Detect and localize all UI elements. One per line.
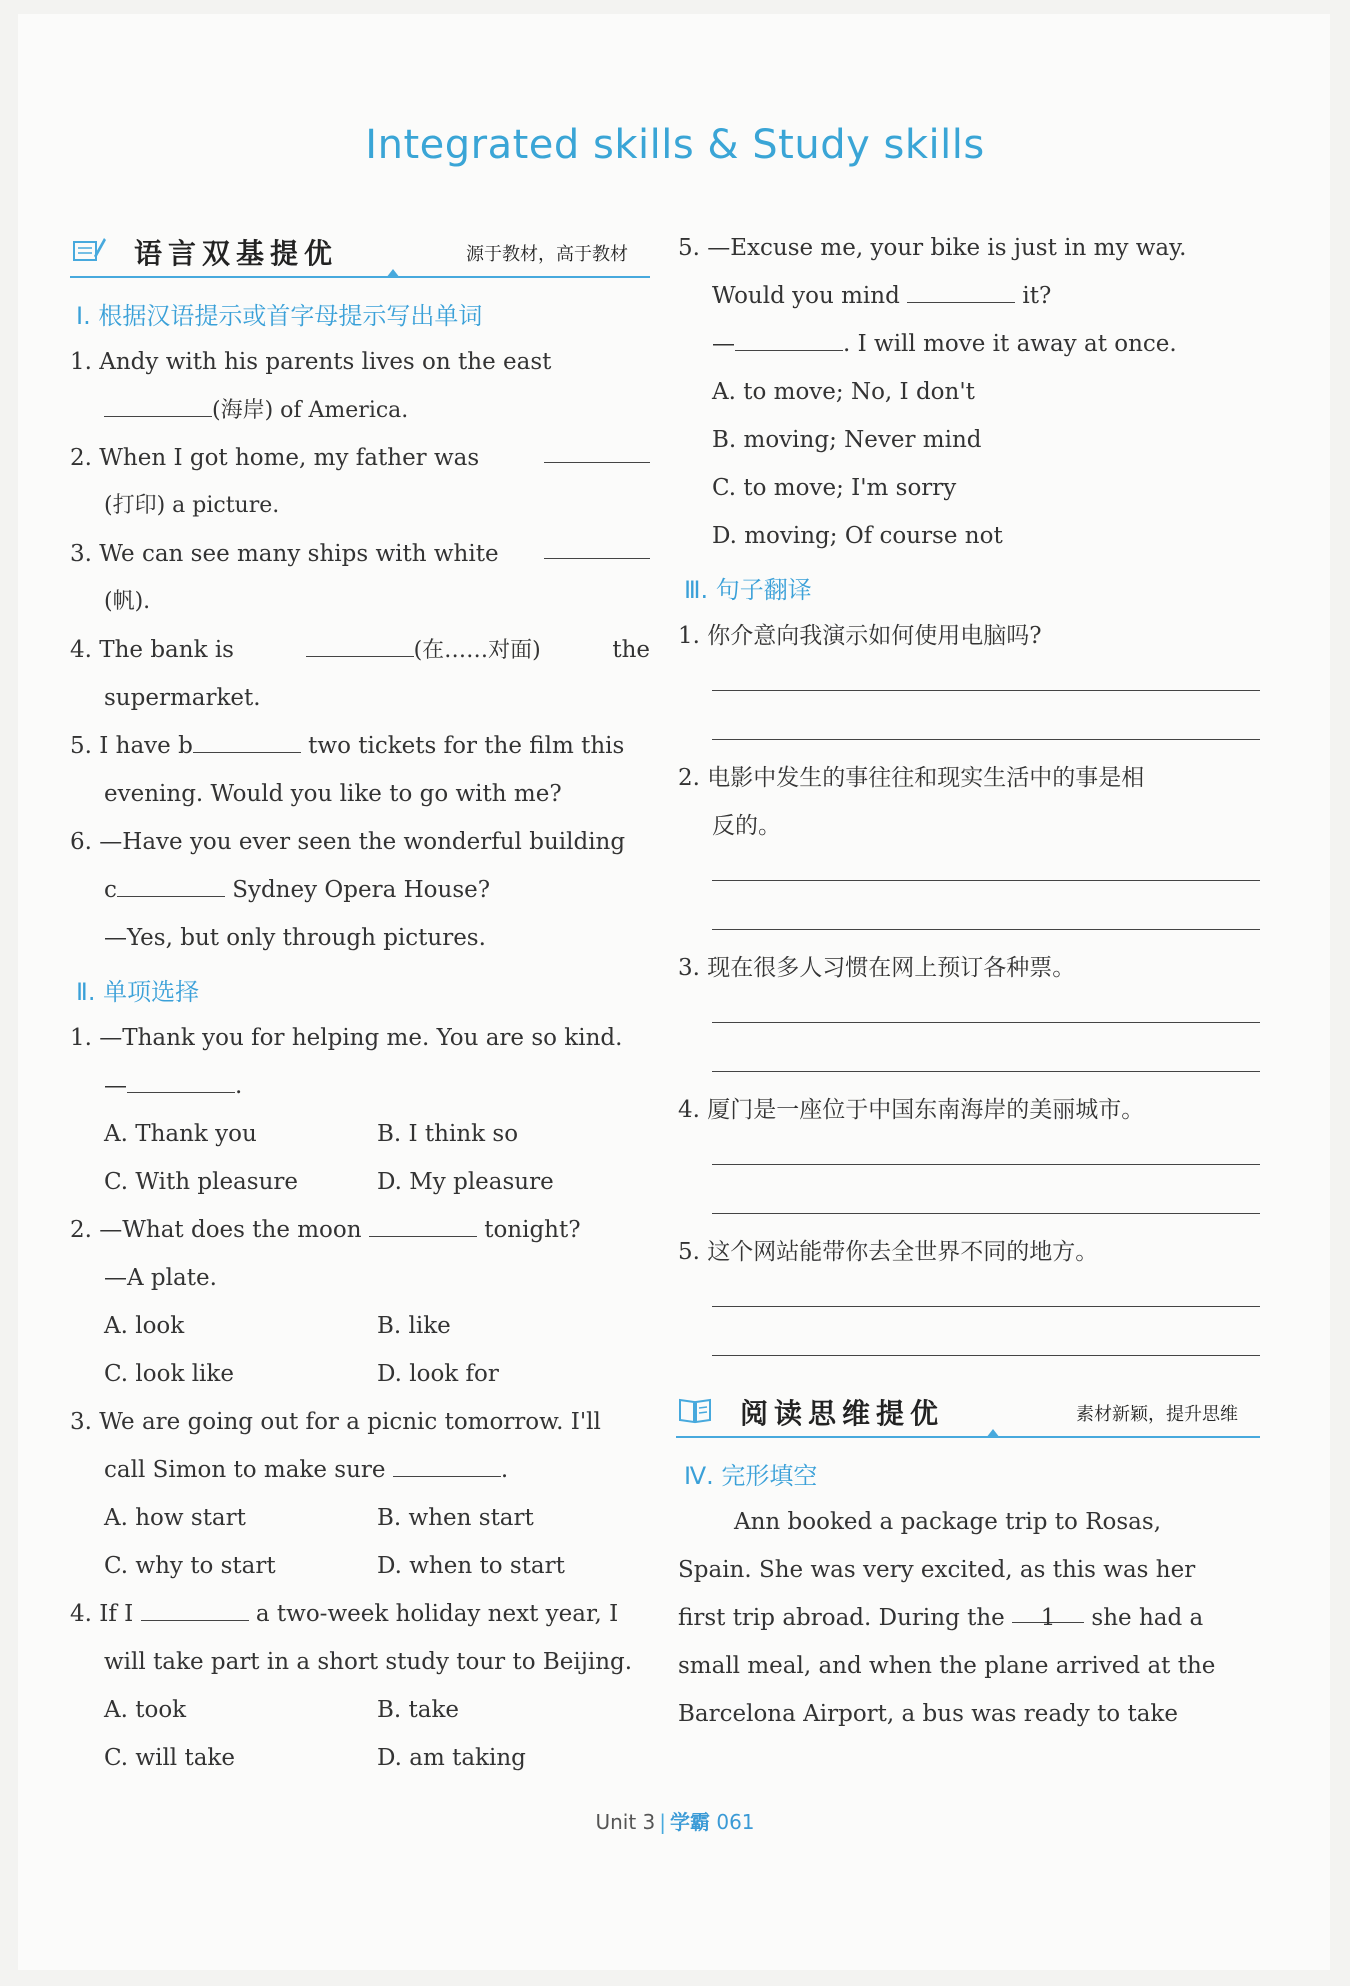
answer-blank[interactable] <box>141 1592 249 1621</box>
option-d[interactable]: D. when to start <box>377 1553 565 1579</box>
answer-blank[interactable] <box>369 1208 477 1237</box>
mc-question-1: 1. —Thank you for helping me. You are so kind. <box>70 1025 623 1051</box>
mc-question-3: 3. We are going out for a picnic tomorrow. I'll <box>70 1409 601 1435</box>
translation-5: 5. 这个网站能带你去全世界不同的地方。 <box>678 1239 1099 1265</box>
option-d[interactable]: D. am taking <box>377 1745 526 1771</box>
section-header-reading <box>676 1386 1260 1438</box>
answer-blank[interactable] <box>735 322 843 351</box>
unit-label: Unit 3 <box>595 1810 656 1834</box>
question-2-cont: (打印) a picture. <box>104 493 280 518</box>
passage-line: Ann booked a package trip to Rosas, <box>734 1509 1162 1535</box>
option-c[interactable]: C. will take <box>104 1745 235 1771</box>
answer-blank[interactable] <box>127 1064 235 1093</box>
option-c[interactable]: C. to move; I'm sorry <box>712 475 957 501</box>
answer-blank[interactable] <box>104 388 212 417</box>
part-heading-1: Ⅰ. 根据汉语提示或首字母提示写出单词 <box>76 302 483 330</box>
mc-question-2-reply: —A plate. <box>104 1265 217 1291</box>
mc-1-options-cd <box>70 1158 650 1206</box>
passage-line: Barcelona Airport, a bus was ready to take <box>678 1701 1178 1727</box>
question-5: 5. I have b two tickets for the film this <box>70 722 650 770</box>
answer-line[interactable] <box>712 1355 1260 1356</box>
mc-2-options-ab <box>70 1302 650 1350</box>
mc-2-options-cd <box>70 1350 650 1398</box>
option-b[interactable]: B. like <box>377 1313 451 1339</box>
answer-line[interactable] <box>712 1306 1260 1307</box>
answer-line[interactable] <box>712 1164 1260 1165</box>
translation-2-cont: 反的。 <box>712 813 781 839</box>
answer-line[interactable] <box>712 739 1260 740</box>
option-a[interactable]: A. took <box>104 1697 187 1723</box>
question-1: 1. Andy with his parents lives on the east <box>70 349 552 375</box>
option-b[interactable]: B. when start <box>377 1505 534 1531</box>
mc-question-1-reply: — . <box>70 1062 650 1110</box>
option-d[interactable]: D. moving; Of course not <box>712 523 1003 549</box>
mc-question-5: 5. —Excuse me, your bike is just in my way. <box>678 235 1187 261</box>
section-header-language <box>70 226 650 278</box>
option-c[interactable]: C. look like <box>104 1361 234 1387</box>
question-1-cont: (海岸) of America. <box>70 386 650 434</box>
answer-blank[interactable] <box>544 530 650 559</box>
divider: | <box>659 1810 666 1834</box>
question-6-cont: c Sydney Opera House? <box>70 866 650 914</box>
mc-question-2: 2. —What does the moon tonight? <box>70 1206 650 1254</box>
answer-line[interactable] <box>712 1022 1260 1023</box>
mc-1-options-ab <box>70 1110 650 1158</box>
question-5-cont: evening. Would you like to go with me? <box>104 781 562 807</box>
question-6: 6. —Have you ever seen the wonderful building <box>70 829 626 855</box>
answer-line[interactable] <box>712 880 1260 881</box>
answer-blank[interactable] <box>306 628 414 657</box>
answer-line[interactable] <box>712 1213 1260 1214</box>
option-a[interactable]: A. to move; No, I don't <box>712 379 975 405</box>
option-d[interactable]: D. look for <box>377 1361 499 1387</box>
option-c[interactable]: C. why to start <box>104 1553 276 1579</box>
option-a[interactable]: A. Thank you <box>104 1121 257 1147</box>
option-b[interactable]: B. take <box>377 1697 460 1723</box>
answer-line[interactable] <box>712 929 1260 930</box>
question-4: 4. The bank is (在……对面) the <box>70 626 650 674</box>
answer-blank[interactable] <box>193 724 301 753</box>
option-d[interactable]: D. My pleasure <box>377 1169 554 1195</box>
mc-3-options-cd <box>70 1542 650 1590</box>
question-4-cont: supermarket. <box>104 685 261 711</box>
passage-line: Spain. She was very excited, as this was her <box>678 1557 1196 1583</box>
mc-question-5-cont: Would you mind it? <box>678 272 1260 320</box>
translation-1: 1. 你介意向我演示如何使用电脑吗? <box>678 623 1042 649</box>
question-3: 3. We can see many ships with white <box>70 530 650 578</box>
page-footer <box>0 1806 1350 1835</box>
section-subtitle: 源于教材，高于教材 <box>466 244 628 265</box>
option-a[interactable]: A. how start <box>104 1505 246 1531</box>
part-heading-4: Ⅳ. 完形填空 <box>684 1462 818 1490</box>
answer-blank[interactable] <box>544 434 650 463</box>
mc-4-options-cd <box>70 1734 650 1782</box>
answer-line[interactable] <box>712 690 1260 691</box>
open-book-icon <box>678 1394 712 1424</box>
option-b[interactable]: B. moving; Never mind <box>712 427 982 453</box>
section-subtitle: 素材新颖，提升思维 <box>1076 1404 1238 1425</box>
section-title: 语言双基提优 <box>134 237 339 270</box>
page-number: 061 <box>716 1810 755 1834</box>
header-marker <box>386 269 400 278</box>
answer-blank[interactable] <box>907 274 1015 303</box>
answer-line[interactable] <box>712 1071 1260 1072</box>
translation-3: 3. 现在很多人习惯在网上预订各种票。 <box>678 955 1076 981</box>
notebook-icon <box>72 234 106 264</box>
mc-question-4-cont: will take part in a short study tour to Beijing. <box>104 1649 633 1675</box>
passage-line: small meal, and when the plane arrived at the <box>678 1653 1216 1679</box>
part-heading-3: Ⅲ. 句子翻译 <box>684 576 812 604</box>
mc-question-4: 4. If I a two-week holiday next year, I <box>70 1590 650 1638</box>
option-a[interactable]: A. look <box>104 1313 185 1339</box>
mc-question-5-reply: — . I will move it away at once. <box>678 320 1260 368</box>
section-title: 阅读思维提优 <box>740 1397 945 1430</box>
left-column <box>70 226 650 1782</box>
translation-2: 2. 电影中发生的事往往和现实生活中的事是相 <box>678 765 1145 791</box>
brand-label: 学霸 <box>670 1810 710 1834</box>
mc-3-options-ab <box>70 1494 650 1542</box>
answer-blank[interactable] <box>117 868 225 897</box>
mc-4-options-ab <box>70 1686 650 1734</box>
translation-4: 4. 厦门是一座位于中国东南海岸的美丽城市。 <box>678 1097 1145 1123</box>
question-6-reply: —Yes, but only through pictures. <box>104 925 486 951</box>
question-3-cont: (帆). <box>104 589 151 614</box>
option-b[interactable]: B. I think so <box>377 1121 519 1147</box>
right-column <box>678 224 1260 1738</box>
cloze-blank-1[interactable]: 1 <box>1012 1594 1084 1623</box>
answer-blank[interactable] <box>393 1448 501 1477</box>
page-title: Integrated skills & Study skills <box>365 122 985 168</box>
header-marker <box>986 1429 1000 1438</box>
option-c[interactable]: C. With pleasure <box>104 1169 298 1195</box>
mc-question-3-cont: call Simon to make sure . <box>70 1446 650 1494</box>
part-heading-2: Ⅱ. 单项选择 <box>76 978 200 1006</box>
question-2: 2. When I got home, my father was <box>70 434 650 482</box>
passage-line: first trip abroad. During the 1 she had a <box>678 1594 1260 1642</box>
